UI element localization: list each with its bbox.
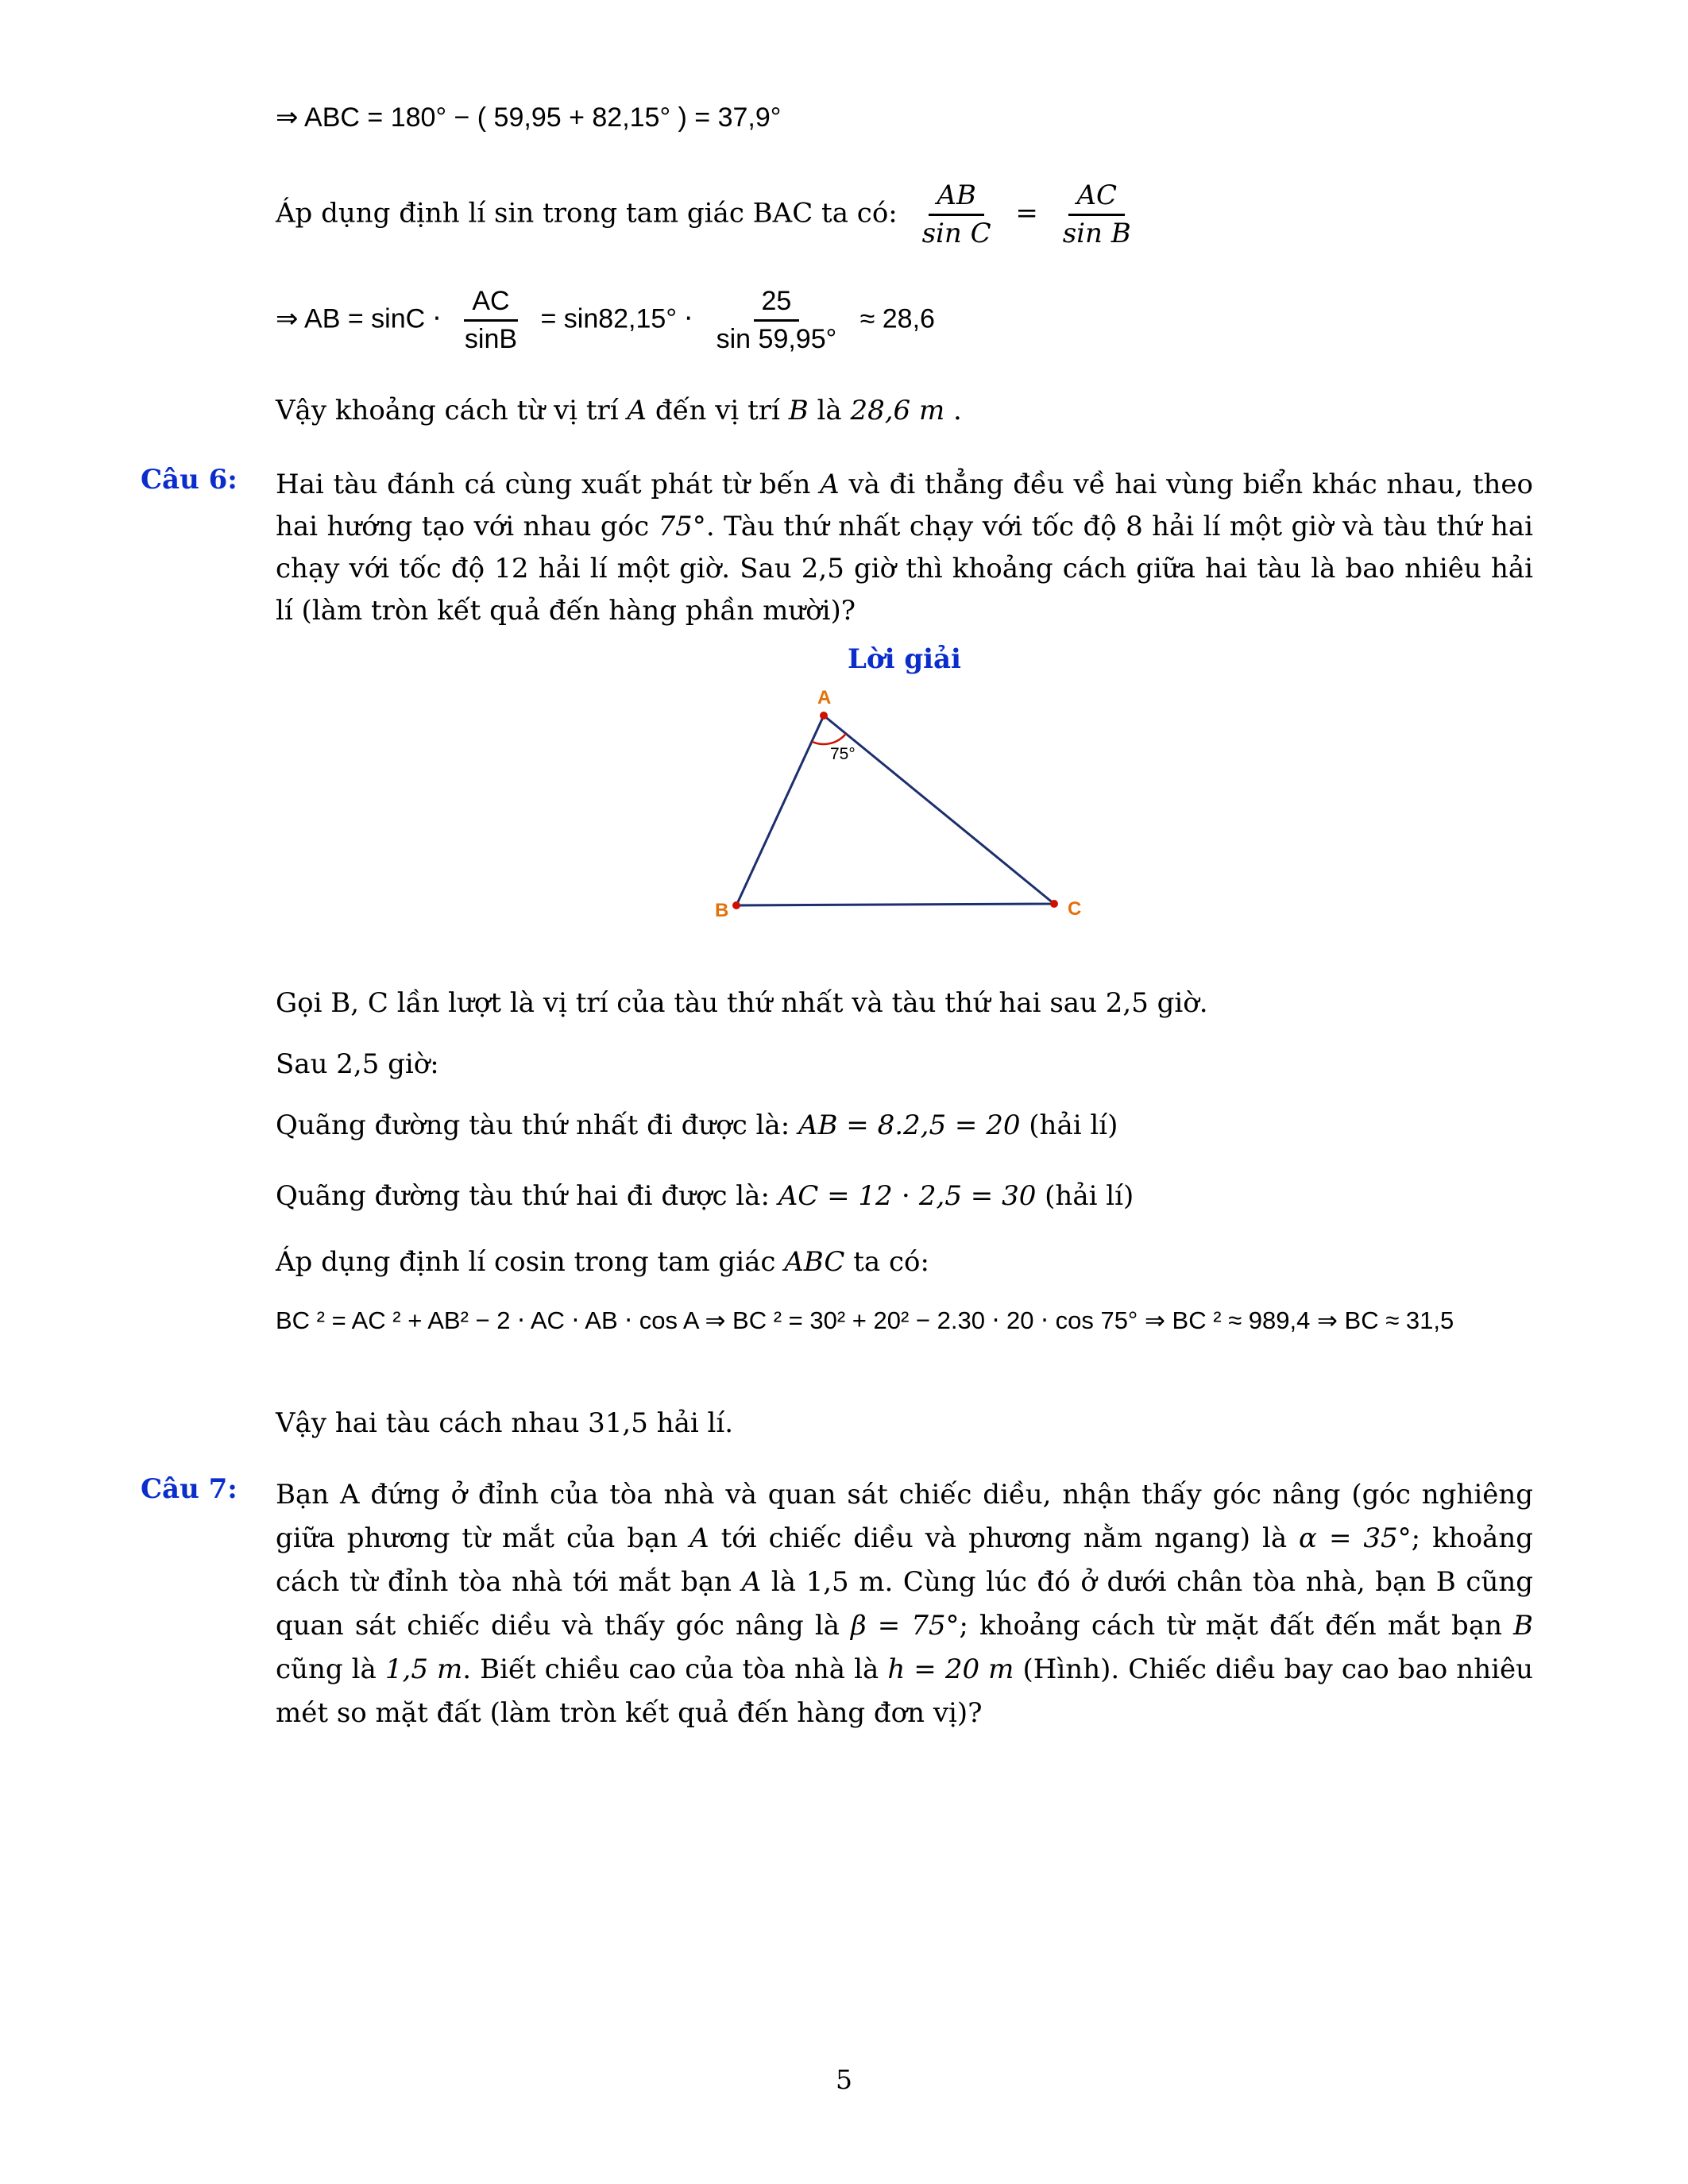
triangle-edges bbox=[736, 716, 1054, 905]
question-7 bbox=[141, 1473, 1533, 1735]
formula-angle-abc: ⇒ ABC = 180° − ( 59,95 + 82,15° ) = 37,9° bbox=[276, 102, 782, 133]
formula-bc-cosine: BC ² = AC ² + AB² − 2 ⋅ AC ⋅ AB ⋅ cos A ⇒ BC ² = 30² + 20² − 2.30 ⋅ 20 ⋅ cos 75° ⇒ BC ² ≈ 989,4 ⇒ BC ≈ 31,5 bbox=[276, 1306, 1454, 1335]
conclusion-distance-ab: Vậy khoảng cách từ vị trí A đến vị trí B là 28,6 m . bbox=[276, 395, 962, 427]
conclusion-distance-bc: Vậy hai tàu cách nhau 31,5 hải lí. bbox=[276, 1406, 734, 1439]
question-6-label: Câu 6: bbox=[141, 464, 238, 496]
formula-ab-calc: ⇒ AB = sinC ⋅ $\frac{AC}{\sin B}$ = sin82,15° ⋅ $\frac{25}{\sin 59,95^\circ}$ ≈ 28,6 bbox=[276, 285, 935, 355]
question-6-text: Hai tàu đánh cá cùng xuất phát từ bến A và đi thẳng đều về hai vùng biển khác nhau, theo hai hướng tạo với nhau góc 75°. Tàu thứ nhất chạy với tốc độ 8 hải lí một giờ và tàu thứ hai chạy với tốc độ 12 hải lí một giờ. Sau 2,5 giờ thì khoảng cách giữa hai tàu là bao nhiêu hải lí (làm tròn kết quả đến hàng phần mười)? bbox=[276, 469, 1533, 627]
triangle-diagram bbox=[701, 686, 1145, 940]
sine-rule-line: Áp dụng định lí sin trong tam giác BAC ta có: $\frac{AB}{\text{sin C}}$ = $\frac{AC}{\text{sin B}}$ bbox=[276, 179, 1131, 249]
vertex-label-a: A bbox=[817, 687, 832, 709]
question-7-text: Bạn A đứng ở đỉnh của tòa nhà và quan sát chiếc diều, nhận thấy góc nâng (góc nghiêng giữa phương từ mắt của bạn A tới chiếc diều và phương nằm ngang) là α = 35°; khoảng cách từ đỉnh tòa nhà tới mắt bạn A là 1,5 m. Cùng lúc đó ở dưới chân tòa nhà, bạn B cũng quan sát chiếc diều và thấy góc nâng là β = 75°; khoảng cách từ mặt đất đến mắt bạn B cũng là 1,5 m. Biết chiều cao của tòa nhà là h = 20 m (Hình). Chiếc diều bay cao bao nhiêu mét so mặt đất (làm tròn kết quả đến hàng đơn vị)? bbox=[276, 1478, 1534, 1730]
triangle-figure bbox=[701, 686, 1145, 947]
solution6-distance2-line: Quãng đường tàu thứ hai đi được là: AC = 12 ⋅ 2,5 = 30 (hải lí) bbox=[276, 1180, 1134, 1213]
vertex-dot-b bbox=[732, 901, 740, 909]
vertex-dot-c bbox=[1050, 900, 1058, 908]
solution6-cosine-intro-line: Áp dụng định lí cosin trong tam giác ABC ta có: bbox=[276, 1246, 929, 1279]
angle-label: 75° bbox=[830, 745, 856, 764]
vertex-label-b: B bbox=[715, 900, 729, 922]
question-7-label: Câu 7: bbox=[141, 1472, 238, 1505]
question-6 bbox=[141, 464, 1533, 632]
vertex-dot-a bbox=[820, 712, 828, 720]
vertex-label-c: C bbox=[1068, 898, 1082, 920]
angle-arc bbox=[812, 734, 846, 744]
solution6-positions-line: Gọi B, C lần lượt là vị trí của tàu thứ nhất và tàu thứ hai sau 2,5 giờ. bbox=[276, 987, 1208, 1020]
solution6-after-line: Sau 2,5 giờ: bbox=[276, 1048, 439, 1081]
solution-heading: Lời giải bbox=[848, 643, 961, 676]
solution6-distance1-line: Quãng đường tàu thứ nhất đi được là: AB = 8.2,5 = 20 (hải lí) bbox=[276, 1109, 1118, 1142]
page-number: 5 bbox=[836, 2064, 852, 2095]
